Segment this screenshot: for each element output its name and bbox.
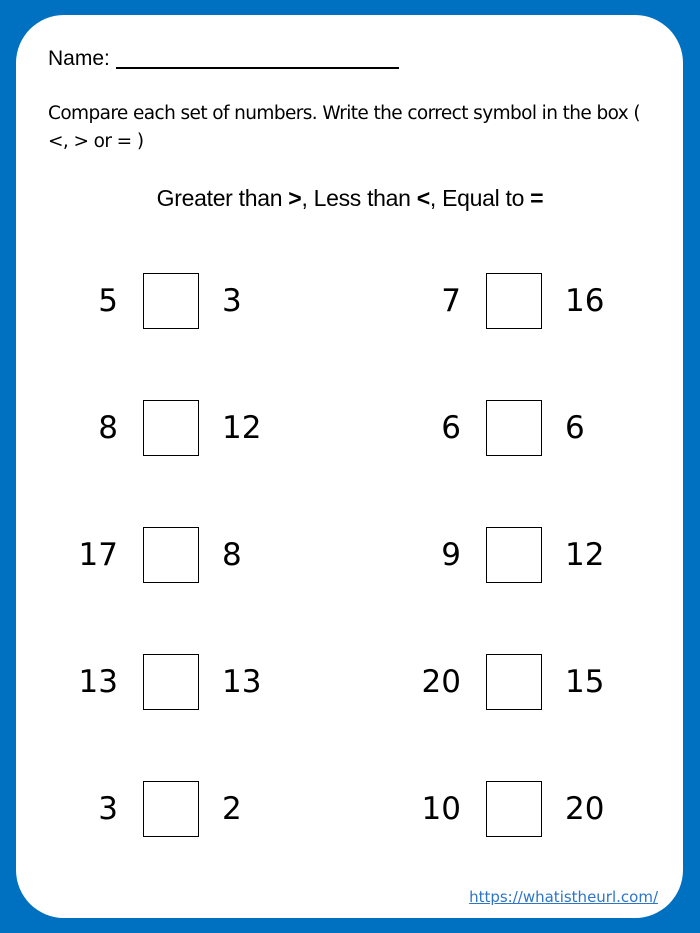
answer-box[interactable] xyxy=(143,273,199,329)
legend-less-symbol: < xyxy=(416,185,430,211)
right-number: 12 xyxy=(222,410,262,446)
left-number: 17 xyxy=(78,537,118,573)
right-number: 12 xyxy=(565,537,605,573)
legend-greater-text: Greater than xyxy=(156,185,289,211)
legend-greater-symbol: > xyxy=(288,185,302,211)
name-field xyxy=(48,47,399,71)
answer-box[interactable] xyxy=(143,400,199,456)
answer-box[interactable] xyxy=(486,400,542,456)
answer-box[interactable] xyxy=(143,527,199,583)
answer-box[interactable] xyxy=(486,781,542,837)
answer-box[interactable] xyxy=(486,273,542,329)
instructions: Compare each set of numbers. Write the correct symbol in the box ( <, > or = ) xyxy=(48,103,641,152)
left-number: 9 xyxy=(441,537,461,573)
left-number: 5 xyxy=(98,283,118,319)
left-number: 8 xyxy=(98,410,118,446)
name-blank-line[interactable] xyxy=(116,49,399,69)
right-number: 13 xyxy=(222,664,262,700)
right-number: 15 xyxy=(565,664,605,700)
left-number: 20 xyxy=(421,664,461,700)
legend-equal-text: , Equal to xyxy=(429,185,531,211)
right-number: 3 xyxy=(222,283,242,319)
answer-box[interactable] xyxy=(143,781,199,837)
right-number: 6 xyxy=(565,410,585,446)
legend-less-text: , Less than xyxy=(301,185,417,211)
name-label: Name: xyxy=(48,47,110,70)
right-number: 2 xyxy=(222,791,242,827)
footer-url-link[interactable]: https://whatistheurl.com/ xyxy=(469,888,658,906)
right-number: 8 xyxy=(222,537,242,573)
answer-box[interactable] xyxy=(143,654,199,710)
right-number: 16 xyxy=(565,283,605,319)
left-number: 10 xyxy=(421,791,461,827)
left-number: 7 xyxy=(441,283,461,319)
legend-equal-symbol: = xyxy=(530,185,544,211)
left-number: 13 xyxy=(78,664,118,700)
symbol-legend xyxy=(0,185,700,212)
left-number: 3 xyxy=(98,791,118,827)
answer-box[interactable] xyxy=(486,527,542,583)
answer-box[interactable] xyxy=(486,654,542,710)
left-number: 6 xyxy=(441,410,461,446)
right-number: 20 xyxy=(565,791,605,827)
